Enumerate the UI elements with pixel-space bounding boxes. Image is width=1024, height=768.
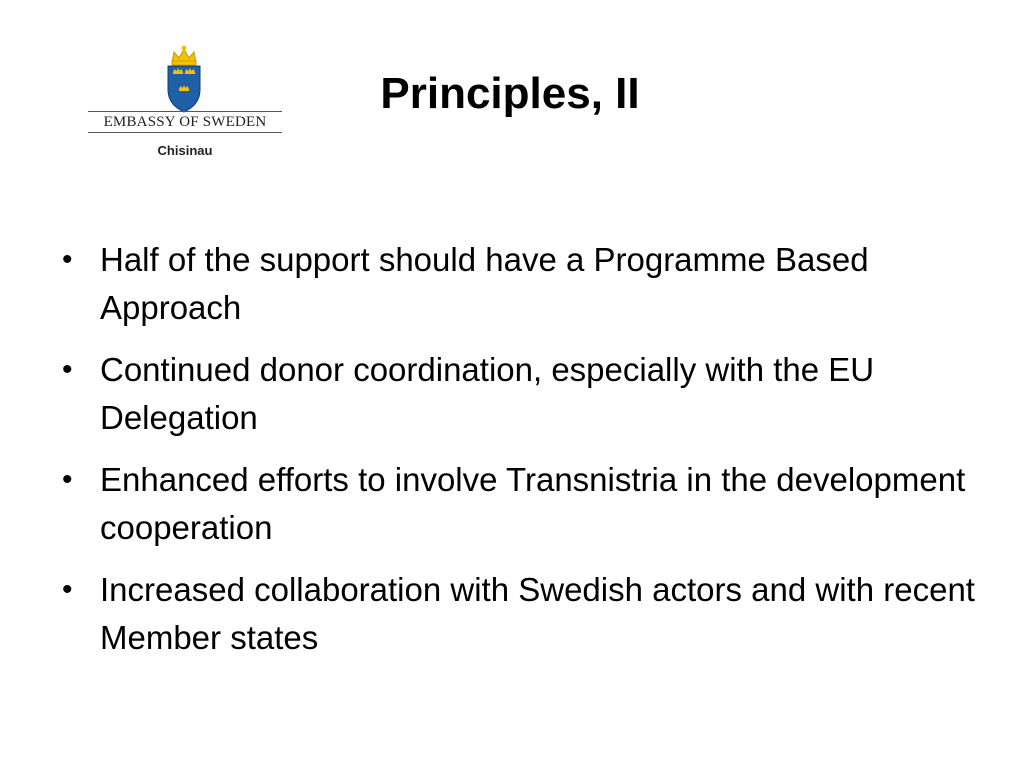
slide-title: Principles, II [380, 69, 640, 118]
bullet-item [58, 566, 988, 662]
bullet-text: Continued donor coordination, especially with the EU Delegation [100, 351, 875, 436]
logo-city: Chisinau [157, 143, 213, 158]
bullet-text: Increased collaboration with Swedish actors and with recent Member states [100, 571, 975, 656]
bullet-icon: • [62, 463, 73, 496]
bullet-list [58, 236, 988, 662]
logo-top-rule [88, 111, 282, 112]
bullet-text: Enhanced efforts to involve Transnistria in the development cooperation [100, 461, 966, 546]
logo-embassy-name: EMBASSY OF SWEDEN [103, 114, 267, 130]
bullet-icon: • [62, 573, 73, 606]
bullet-item [58, 346, 988, 442]
bullet-icon: • [62, 243, 73, 276]
embassy-logo [88, 44, 282, 164]
logo-bottom-rule [88, 132, 282, 133]
crown-icon [172, 46, 196, 66]
bullet-icon: • [62, 353, 73, 386]
bullet-text: Half of the support should have a Programme Based Approach [100, 241, 869, 326]
bullet-item [58, 236, 988, 332]
crown-shield-icon [164, 44, 204, 114]
bullet-item [58, 456, 988, 552]
